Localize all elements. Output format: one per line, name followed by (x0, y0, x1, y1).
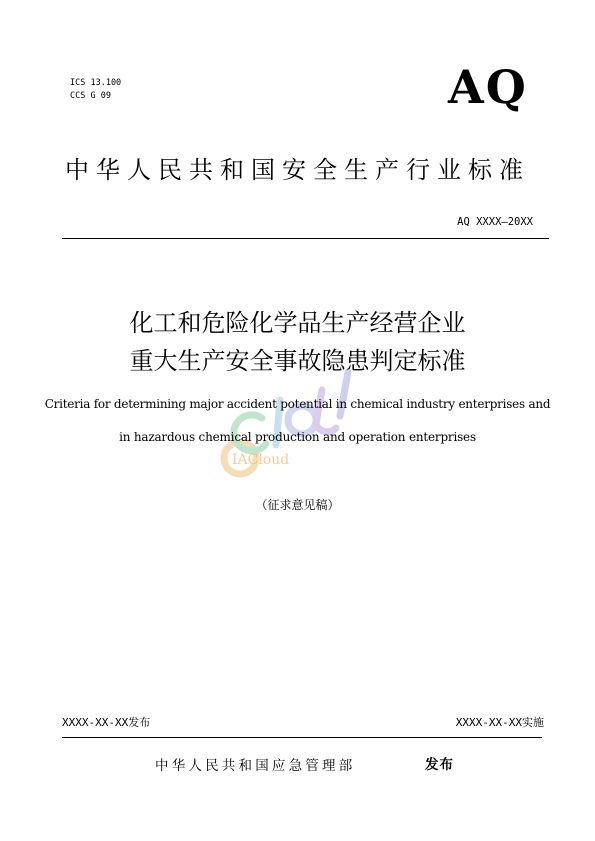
publish-label: 发布 (425, 757, 454, 773)
document-title-line-1: 化工和危险化学品生产经营企业 (129, 309, 466, 337)
standard-code: AQ XXXX—20XX (457, 216, 533, 228)
english-title-line-1: Criteria for determining major accident potential in chemical industry enterprises and (44, 397, 551, 411)
implementation-date: XXXX-XX-XX实施 (455, 716, 544, 729)
publisher-name: 中华人民共和国应急管理部 (155, 758, 356, 774)
ccs-code: CCS G 09 (70, 91, 111, 101)
classification-codes (70, 77, 121, 103)
top-divider (62, 238, 549, 239)
watermark-text: IACloud (232, 452, 290, 468)
bottom-divider (62, 737, 542, 738)
draft-label: （征求意见稿） (255, 498, 340, 512)
english-title-line-2: in hazardous chemical production and operation enterprises (119, 430, 476, 444)
ics-code: ICS 13.100 (70, 78, 122, 88)
standard-type-heading: 中华人民共和国安全生产行业标准 (65, 156, 530, 184)
aq-logo: AQ (448, 60, 528, 114)
iacloud-watermark (210, 360, 360, 490)
issue-date: XXXX-XX-XX发布 (62, 716, 151, 729)
document-title-line-2: 重大生产安全事故隐患判定标准 (129, 347, 466, 375)
